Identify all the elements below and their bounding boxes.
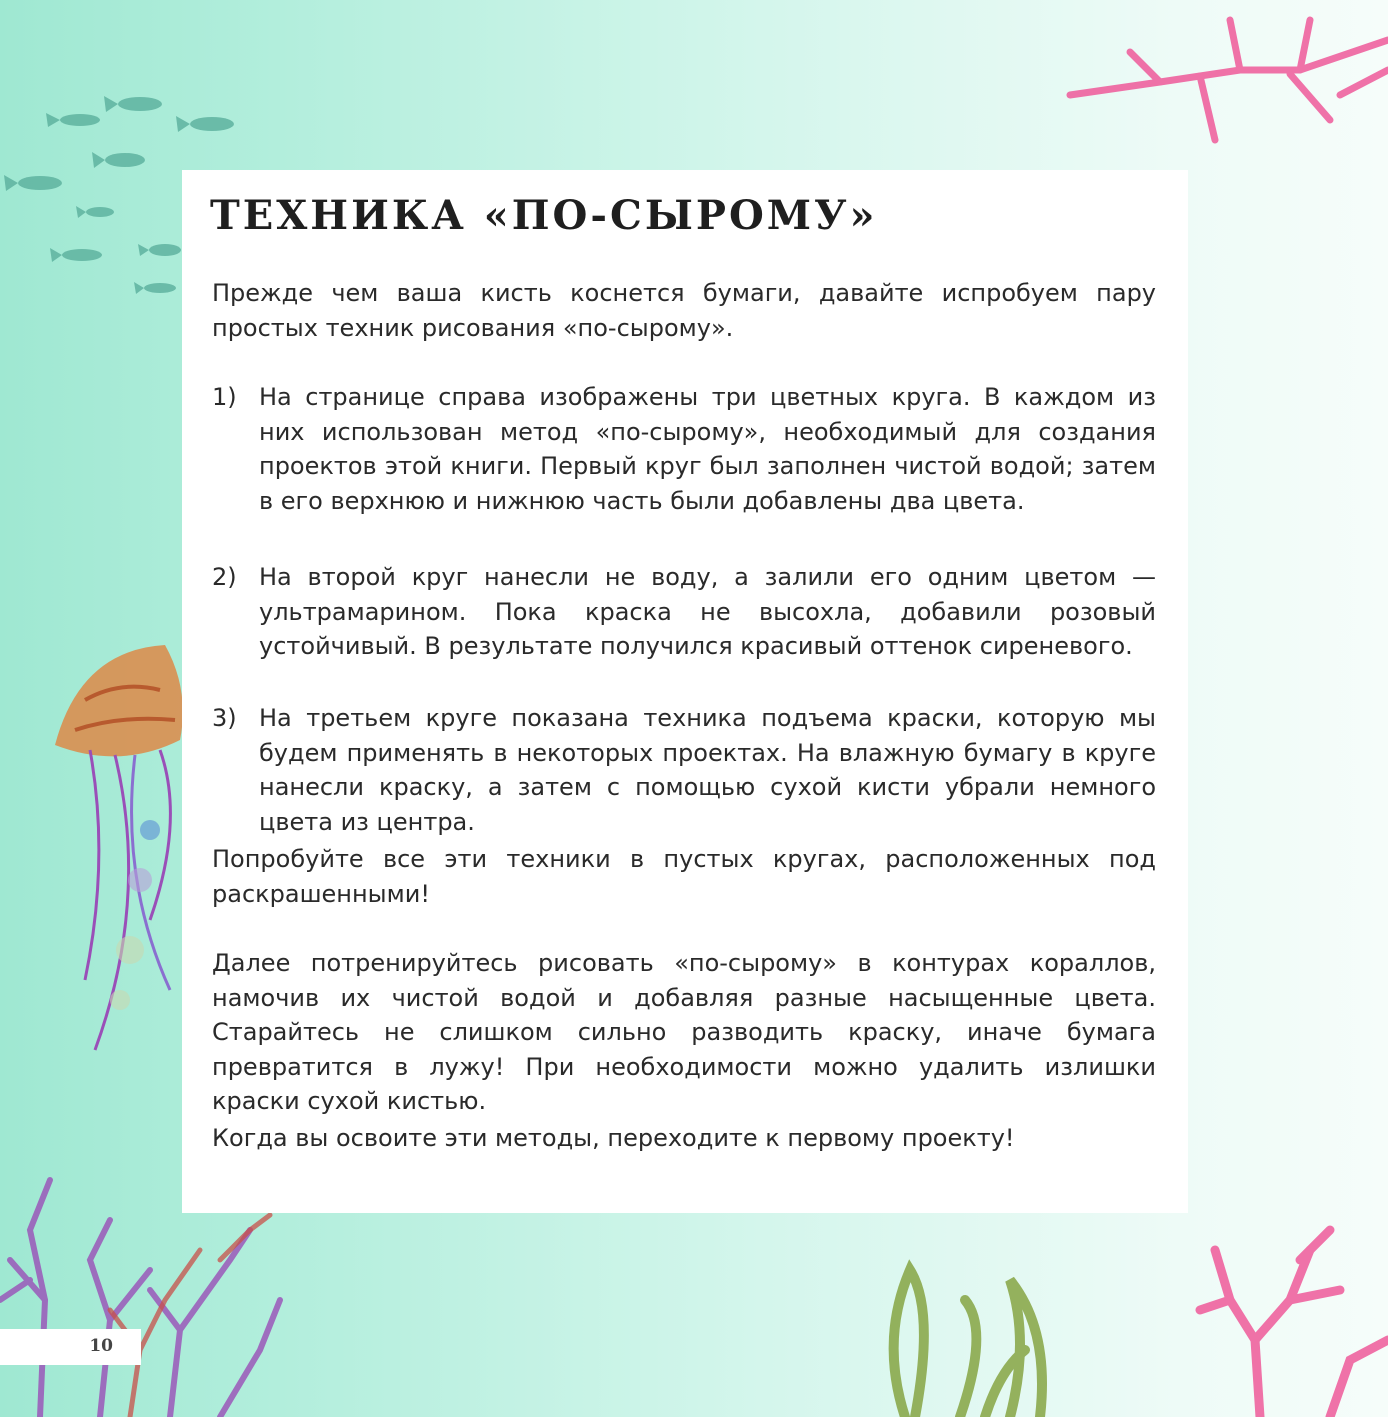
final-paragraph: Когда вы освоите эти методы, переходите к первому проекту!	[212, 1124, 1015, 1152]
list-item-text: На странице справа изображены три цветных круга. В каждом из них использован метод «по-сырому», необходимый для создания проектов этой книги. Первый круг был заполнен чистой водой; затем в его верхнюю и нижнюю часть были добавлены два цвета.	[259, 383, 1156, 515]
page-number: 10	[89, 1336, 113, 1356]
list-item-text: На третьем круге показана техника подъема краски, которую мы будем применять в некоторых проектах. На влажную бумагу в круге нанесли краску, а затем с помощью сухой кисти убрали немного цвета из центра.	[259, 704, 1156, 836]
list-item-number: 1)	[212, 383, 237, 411]
coral-bottom-left-icon	[0, 1180, 280, 1417]
content-card	[182, 170, 1188, 1213]
list-item	[212, 701, 1156, 839]
coral-top-right-icon	[1070, 20, 1388, 140]
list-item-text: На второй круг нанесли не воду, а залили его одним цветом — ультрамарином. Пока краска не высохла, добавили розовый устойчивый. В результате получился красивый оттенок сиреневого.	[259, 563, 1156, 660]
coral-bottom-right-icon	[1200, 1230, 1388, 1417]
intro-paragraph: Прежде чем ваша кисть коснется бумаги, давайте испробуем пару простых техник рисования «по-сырому».	[212, 279, 1156, 342]
coral-paragraph: Далее потренируйтесь рисовать «по-сырому» в контурах кораллов, намочив их чистой водой и добавляя разные насыщенные цвета. Старайтесь не слишком сильно разводить краску, иначе бумага превратится в лужу! При необходимости можно удалить излишки краски сухой кистью.	[212, 949, 1156, 1115]
page-number-tab	[0, 1329, 141, 1365]
jellyfish-icon	[55, 645, 183, 1050]
page-title: ТЕХНИКА «ПО-СЫРОМУ»	[210, 192, 878, 239]
list-item	[212, 560, 1156, 664]
list-item	[212, 380, 1156, 518]
list-item-number: 2)	[212, 563, 237, 591]
list-item-number: 3)	[212, 704, 237, 732]
seaweed-icon	[894, 1270, 1042, 1417]
try-paragraph: Попробуйте все эти техники в пустых кругах, расположенных под раскрашенными!	[212, 845, 1156, 908]
